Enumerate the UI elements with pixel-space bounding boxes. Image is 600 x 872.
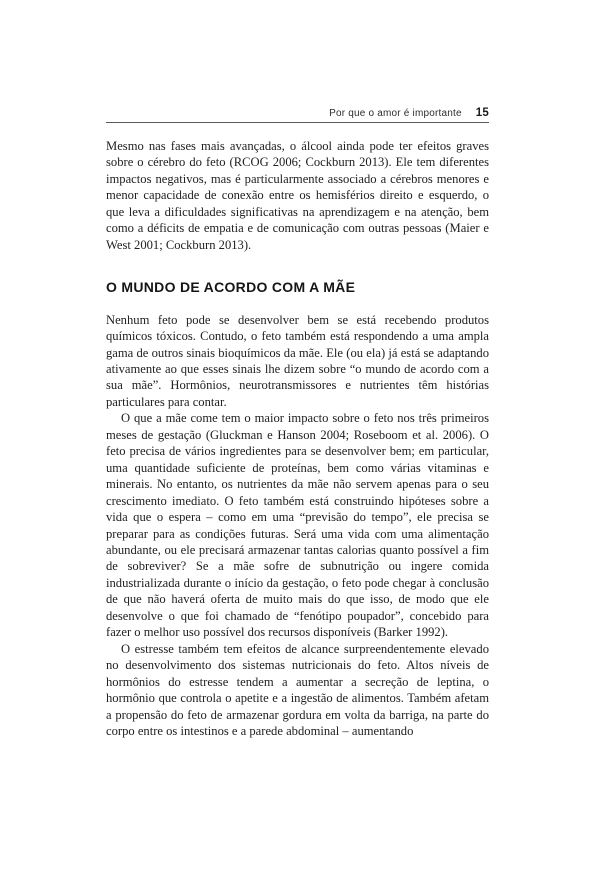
running-head [106,107,489,119]
page-number: 15 [475,107,489,119]
paragraph-alcohol-effects: Mesmo nas fases mais avançadas, o álcool ainda pode ter efeitos graves sobre o cérebro do feto (RCOG 2006; Cockburn 2013). Ele tem diferentes impactos negativos, mas é particularmente associado a cérebros menores e menor capacidade de conexão entre os hemisférios direito e esquerdo, o que leva a dificuldades significativas na aprendizagem e na atenção, bem como a déficits de empatia e de comunicação com outras pessoas (Maier e West 2001; Cockburn 2013). [106,139,489,252]
paragraph-mother-nutrition: O que a mãe come tem o maior impacto sobre o feto nos três primeiros meses de gestação (Gluckman e Hanson 2004; Roseboom et al. 2006). O feto precisa de vários ingredientes para se desenvolver bem; em particular, uma quantidade suficiente de proteínas, bem como várias vitaminas e minerais. No entanto, os nutrientes da mãe não servem apenas para o seu crescimento imediato. O feto também está construindo hipóteses sobre a vida que o espera – como em uma “previsão do tempo”, ele precisa se preparar para as condições futuras. Será uma vida com uma alimentação abundante, ou ele precisará armazenar tantas calorias quanto possível a fim de sobreviver? Se a mãe sofre de subnutrição ou ingere comida industrializada durante o início da gestação, o feto pode chegar à conclusão de que não haverá oferta de muito mais do que isso, de modo que ele desenvolve o que foi chamado de “fenótipo poupador”, concebido para fazer o melhor uso possível dos recursos disponíveis (Barker 1992). [106,411,489,640]
section-heading: O MUNDO DE ACORDO COM A MÃE [106,279,356,296]
page-body [106,138,489,739]
paragraph-chemical-signals: Nenhum feto pode se desenvolver bem se está recebendo produtos químicos tóxicos. Contudo, o feto também está respondendo a uma ampla gama de outros sinais bioquímicos da mãe. Ele (ou ela) já está se adaptando ativamente ao que esses sinais lhe dizem sobre “o mundo de acordo com a sua mãe”. Hormônios, neurotransmissores e nutrientes têm histórias particulares para contar. [106,312,489,409]
paragraph-stress-effects: O estresse também tem efeitos de alcance surpreendentemente elevado no desenvolvimento dos sistemas nutricionais do feto. Altos níveis de hormônios do estresse tendem a aumentar a secreção de leptina, o hormônio que controla o apetite e a ingestão de alimentos. Também afetam a propensão do feto de armazenar gordura em volta da barriga, na parte do corpo entre os intestinos e a parede abdominal – aumentando [106,641,489,738]
header-rule [106,122,489,123]
page-header [106,107,489,123]
running-title: Por que o amor é importante [329,108,462,119]
